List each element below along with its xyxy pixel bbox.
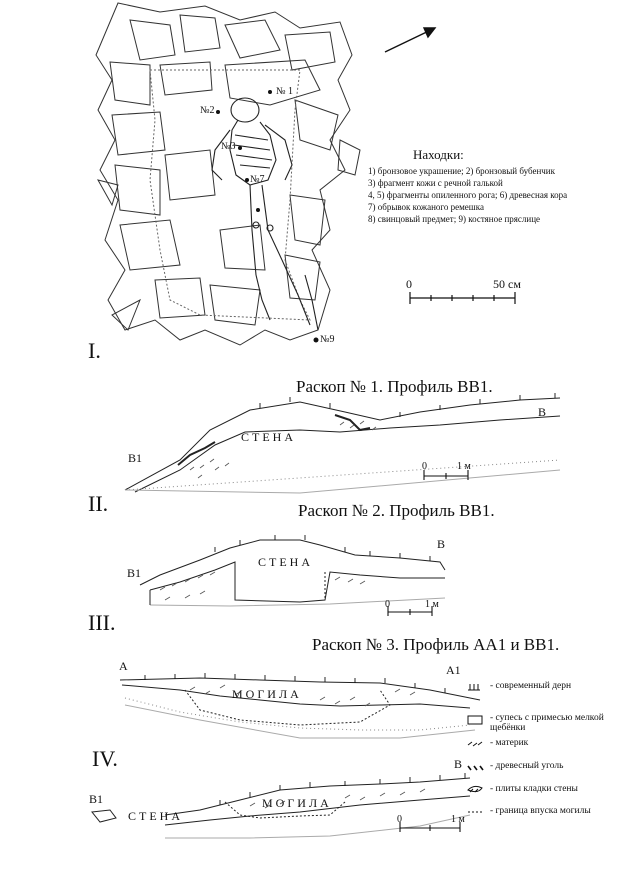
profile-iv-scale-end: 1 м	[451, 814, 465, 825]
find-label-3: №3	[221, 141, 236, 152]
legend-row-charcoal	[490, 762, 640, 772]
profile-ii-feature: СТЕНА	[241, 430, 296, 444]
wall-slab-icon	[468, 786, 482, 792]
find-label-7: №7	[250, 174, 265, 185]
profile-iv-feature-3: МОГИЛА	[262, 796, 332, 810]
profile-iv-left-label: А	[119, 659, 128, 673]
plan-scale-end: 50 см	[493, 277, 521, 291]
bedrock-icon	[468, 742, 482, 746]
finds-item: 8) свинцовый предмет; 9) костяное пряслице	[368, 214, 541, 224]
profile-iii-scale-end: 1 м	[425, 599, 439, 610]
profile-ii-left-label: В1	[128, 451, 143, 465]
legend-text: - древесный уголь	[490, 761, 564, 771]
profile-ii-scale-end: 1 м	[457, 461, 471, 472]
plan-scale-bar	[410, 292, 515, 304]
profile-iv-right-label: А1	[446, 663, 461, 677]
legend-text: - современный дерн	[490, 681, 572, 691]
finds-item: 7) обрывок кожаного ремешка	[368, 202, 484, 212]
sandy-loam-icon	[468, 716, 482, 724]
legend-text: - граница впуска могилы	[490, 806, 591, 816]
legend-row-turf	[490, 682, 640, 692]
roman-iv: IV.	[92, 746, 118, 771]
legend-row-sandy-loam	[490, 714, 640, 734]
profile-ii-title: Раскоп № 1. Профиль ВВ1.	[296, 377, 493, 396]
legend-text: - супесь с примесью мелкой щебёнки	[490, 713, 604, 733]
finds-title: Находки:	[413, 147, 464, 162]
legend-icons	[468, 684, 484, 812]
plan-scale-start: 0	[406, 277, 412, 291]
profile-iii-scale-start: 0	[385, 599, 390, 610]
finds-item: 1) бронзовое украшение; 2) бронзовый бубенчик	[368, 166, 555, 176]
profile-iii-right-label: В	[437, 537, 446, 551]
legend-row-wall-slab	[490, 785, 640, 795]
legend-text: - материк	[490, 738, 529, 748]
roman-iii: III.	[88, 610, 116, 635]
finds-item: 3) фрагмент кожи с речной галькой	[368, 178, 503, 188]
profile-iv-aa1-drawing	[120, 673, 480, 738]
profile-ii-right-label: В	[538, 405, 547, 419]
profile-iv-right-label-2: В	[454, 757, 463, 771]
profile-iv-feature: МОГИЛА	[232, 687, 302, 701]
find-label-1: № 1	[276, 86, 294, 97]
profile-iv-left-label-2: В1	[89, 792, 104, 806]
skeleton	[212, 98, 318, 330]
roman-ii: II.	[88, 491, 109, 516]
finds-item: 4, 5) фрагменты опиленного рога; 6) древесная кора	[368, 190, 568, 200]
find-label-9: №9	[320, 334, 335, 345]
profile-ii-drawing	[125, 393, 560, 493]
profile-iv-scale-start: 0	[397, 814, 402, 825]
profile-iv-title: Раскоп № 3. Профиль АА1 и ВВ1.	[312, 635, 560, 654]
profile-iii-feature: СТЕНА	[258, 555, 313, 569]
north-arrow-icon	[385, 28, 435, 52]
profile-iii-drawing	[140, 535, 445, 606]
charcoal-icon	[468, 766, 483, 770]
find-label-2: №2	[200, 105, 215, 116]
stone-outline	[96, 3, 352, 345]
profile-ii-scale-start: 0	[422, 461, 427, 472]
legend-text: - плиты кладки стены	[490, 784, 578, 794]
roman-i: I.	[88, 338, 101, 363]
profile-iii-left-label: В1	[127, 566, 142, 580]
profile-iii-title: Раскоп № 2. Профиль ВВ1.	[298, 501, 495, 520]
legend-row-bedrock	[490, 739, 640, 749]
legend-row-pit-boundary	[490, 807, 640, 817]
profile-iv-feature-2: СТЕНА	[128, 809, 183, 823]
finds-list	[368, 148, 567, 224]
turf-icon	[468, 684, 480, 690]
